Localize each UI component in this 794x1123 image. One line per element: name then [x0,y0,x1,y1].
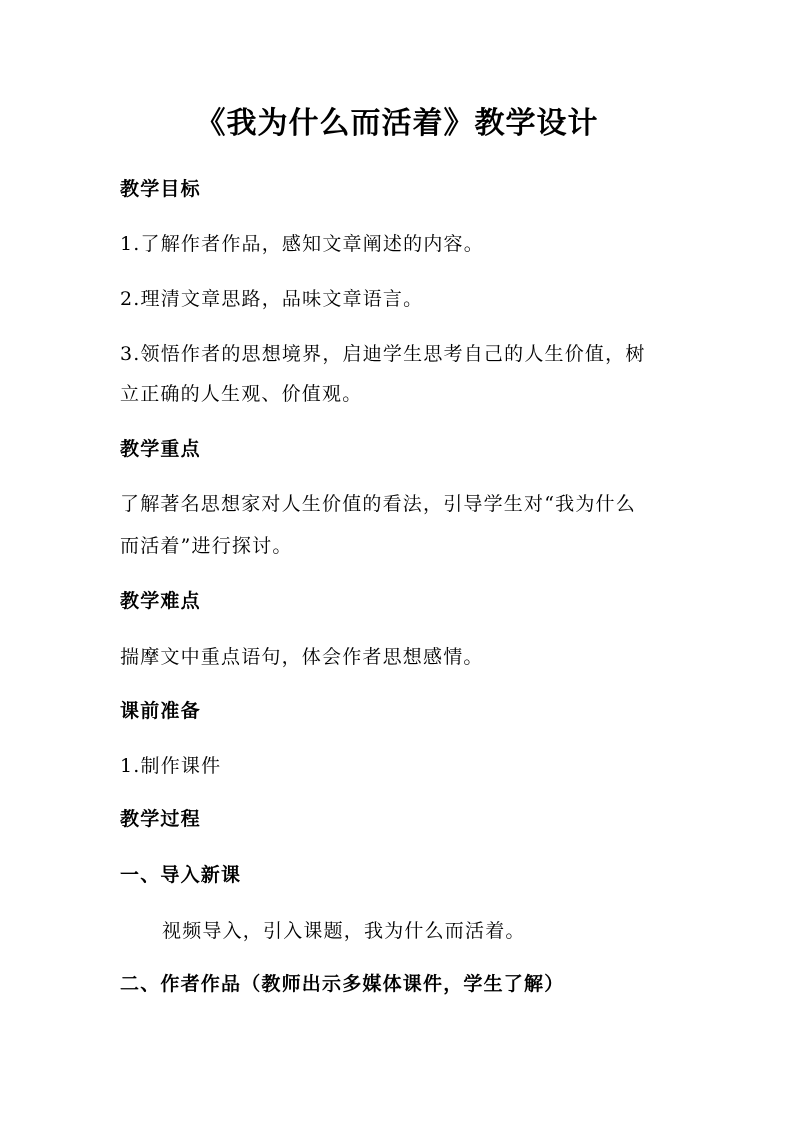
step-2-heading: 二、作者作品（教师出示多媒体课件，学生了解） [120,973,565,995]
key-points-line-2: 而活着”进行探讨。 [120,535,293,557]
step-1-heading: 一、导入新课 [120,864,242,886]
difficulties-text: 揣摩文中重点语句，体会作者思想感情。 [120,646,484,668]
process-heading: 教学过程 [120,808,201,830]
objectives-heading: 教学目标 [120,178,201,200]
preparation-heading: 课前准备 [120,700,201,722]
preparation-item-1: 1.制作课件 [120,755,222,777]
objective-item-3-line-2: 立正确的人生观、价值观。 [120,383,363,405]
objective-item-1: 1.了解作者作品，感知文章阐述的内容。 [120,233,484,255]
key-points-line-1: 了解著名思想家对人生价值的看法，引导学生对“我为什么 [120,493,636,515]
objective-item-2: 2.理清文章思路，品味文章语言。 [120,288,424,310]
key-points-heading: 教学重点 [120,438,201,460]
difficulties-heading: 教学难点 [120,590,201,612]
step-1-text: 视频导入，引入课题，我为什么而活着。 [162,920,526,942]
objective-item-3-line-1: 3.领悟作者的思想境界，启迪学生思考自己的人生价值，树 [120,343,646,365]
document-title: 《我为什么而活着》教学设计 [195,106,599,141]
